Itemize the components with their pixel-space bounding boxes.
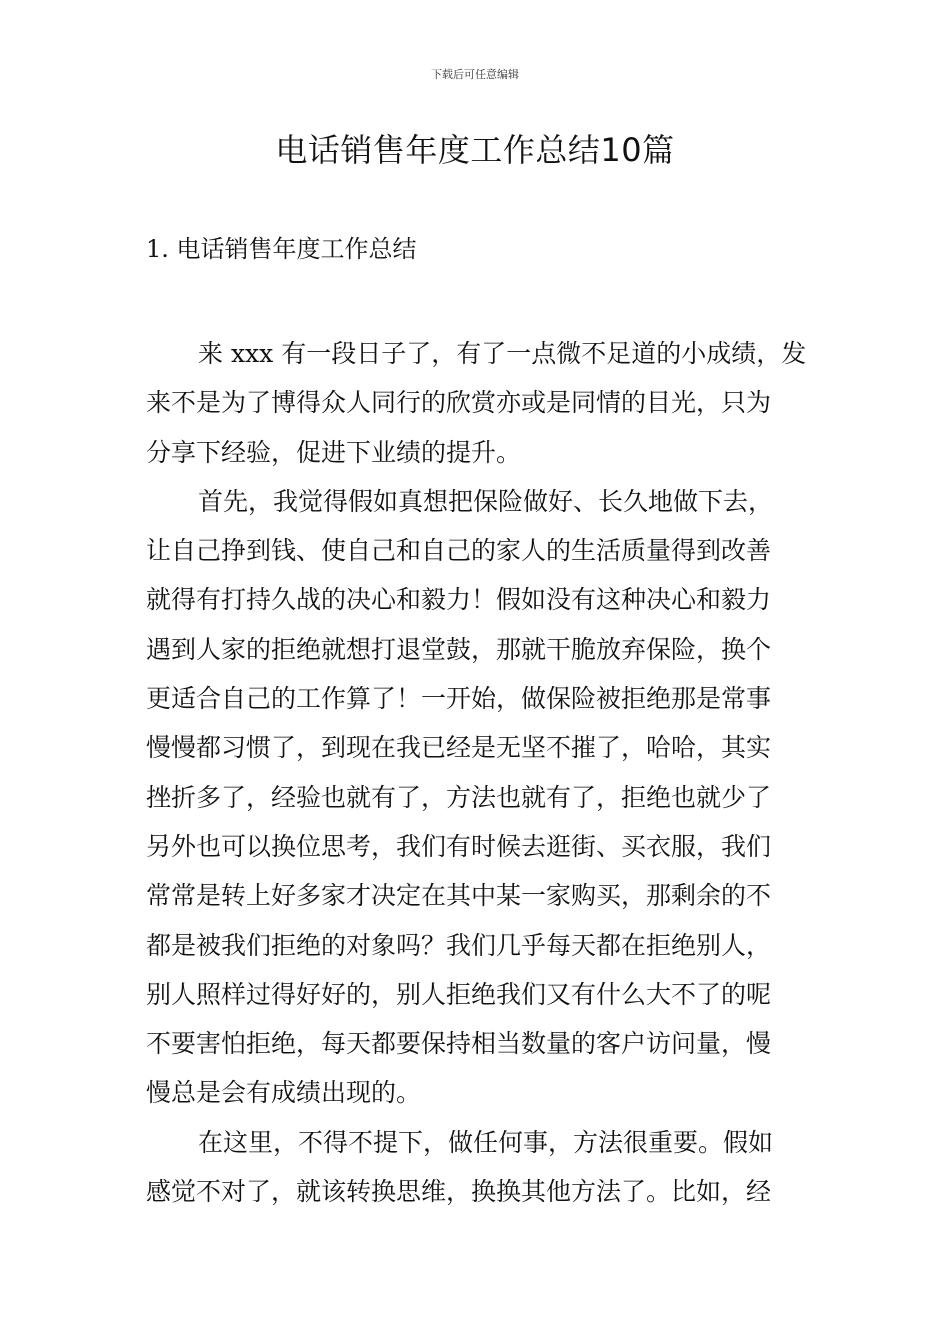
body-text xyxy=(146,329,806,1216)
text-line: 分享下经验，促进下业绩的提升。 xyxy=(146,437,522,467)
text-line: 更适合自己的工作算了！一开始，做保险被拒绝那是常事 xyxy=(146,684,772,714)
text-line: 都是被我们拒绝的对象吗？我们几乎每天都在拒绝别人， xyxy=(146,930,772,960)
text-line: 来不是为了博得众人同行的欣赏亦或是同情的目光，只为 xyxy=(146,388,772,418)
text-line: 让自己挣到钱、使自己和自己的家人的生活质量得到改善 xyxy=(146,536,772,566)
text-line: 慢总是会有成绩出现的。 xyxy=(146,1078,422,1108)
text-line: 遇到人家的拒绝就想打退堂鼓，那就干脆放弃保险，换个 xyxy=(146,634,772,664)
text-line: 就得有打持久战的决心和毅力！假如没有这种决心和毅力 xyxy=(146,585,772,615)
section-heading: 1. 电话销售年度工作总结 xyxy=(146,235,417,263)
text-line: 别人照样过得好好的，别人拒绝我们又有什么大不了的呢 xyxy=(146,979,772,1009)
page-header-note: 下载后可任意编辑 xyxy=(431,68,519,81)
text-line: 不要害怕拒绝，每天都要保持相当数量的客户访问量，慢 xyxy=(146,1029,772,1059)
text-line: 来 xxx 有一段日子了，有了一点微不足道的小成绩，发 xyxy=(198,339,806,368)
text-line: 另外也可以换位思考，我们有时候去逛街、买衣服，我们 xyxy=(146,831,772,861)
text-line: 感觉不对了，就该转换思维，换换其他方法了。比如，经 xyxy=(146,1177,772,1207)
text-line: 常常是转上好多家才决定在其中某一家购买，那剩余的不 xyxy=(146,881,772,911)
document-title: 电话销售年度工作总结10篇 xyxy=(275,131,675,169)
text-line: 在这里，不得不提下，做任何事，方法很重要。假如 xyxy=(198,1127,774,1157)
text-line: 首先，我觉得假如真想把保险做好、长久地做下去， xyxy=(198,486,774,516)
text-line: 挫折多了，经验也就有了，方法也就有了，拒绝也就少了 xyxy=(146,782,772,812)
text-line: 慢慢都习惯了，到现在我已经是无坚不摧了，哈哈，其实 xyxy=(146,733,772,763)
